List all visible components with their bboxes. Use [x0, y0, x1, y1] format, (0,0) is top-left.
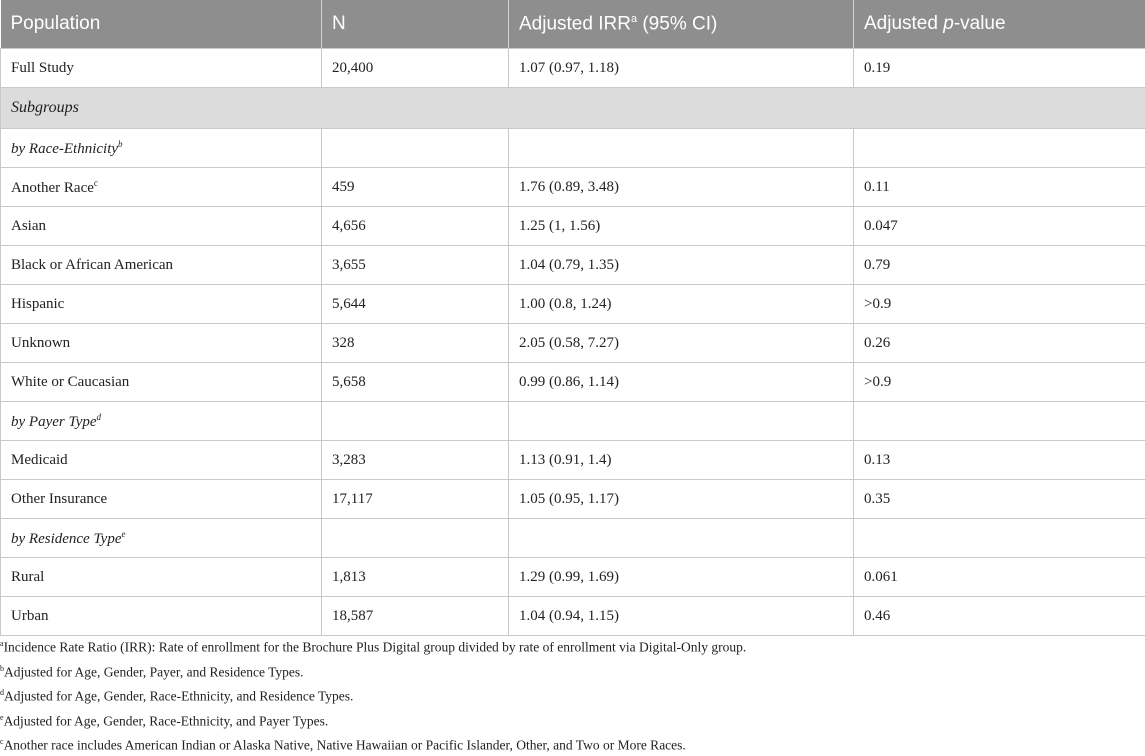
- group-label: by Race-Ethnicity$^b$: [1, 129, 322, 168]
- pvalue-cell: 0.26: [854, 324, 1145, 363]
- pvalue-cell: 0.047: [854, 207, 1145, 246]
- n-cell: 18,587: [322, 597, 509, 636]
- footnote: $^c$Another race includes American Indian or Alaska Native, Native Hawaiian or Pacific Islander, Other, and Two or More Races.: [0, 731, 1145, 756]
- table-row: [1, 246, 1145, 285]
- group-row-residence: [1, 519, 1145, 558]
- n-cell: 328: [322, 324, 509, 363]
- n-cell: 459: [322, 168, 509, 207]
- irr-cell: 1.00 (0.8, 1.24): [509, 285, 854, 324]
- n-cell: 1,813: [322, 558, 509, 597]
- n-cell: 3,655: [322, 246, 509, 285]
- table-row: [1, 324, 1145, 363]
- footnotes: [0, 633, 1145, 756]
- header-pvalue: Adjusted p-value: [854, 0, 1145, 49]
- group-row-payer: [1, 402, 1145, 441]
- header-n: N: [322, 0, 509, 49]
- section-row: [1, 88, 1145, 129]
- irr-cell: 1.25 (1, 1.56): [509, 207, 854, 246]
- irr-cell: 2.05 (0.58, 7.27): [509, 324, 854, 363]
- pvalue-cell: 0.11: [854, 168, 1145, 207]
- group-label: by Residence Type$^e$: [1, 519, 322, 558]
- n-cell: 3,283: [322, 441, 509, 480]
- pvalue-cell: >0.9: [854, 285, 1145, 324]
- n-cell: 5,644: [322, 285, 509, 324]
- pvalue-cell: 0.19: [854, 49, 1145, 88]
- population-cell: Unknown: [1, 324, 322, 363]
- table-row: [1, 285, 1145, 324]
- header-population: Population: [1, 0, 322, 49]
- irr-cell: 1.29 (0.99, 1.69): [509, 558, 854, 597]
- population-cell: Other Insurance: [1, 480, 322, 519]
- pvalue-cell: 0.35: [854, 480, 1145, 519]
- table-row: [1, 480, 1145, 519]
- pvalue-cell: 0.061: [854, 558, 1145, 597]
- table-row: [1, 49, 1145, 88]
- footnote: $^a$Incidence Rate Ratio (IRR): Rate of enrollment for the Brochure Plus Digital group divided by rate of enrollment via Digital-Only group.: [0, 633, 1145, 658]
- pvalue-cell: 0.46: [854, 597, 1145, 636]
- footnote: $^d$Adjusted for Age, Gender, Race-Ethnicity, and Residence Types.: [0, 682, 1145, 707]
- section-label: Subgroups: [1, 88, 1145, 129]
- population-cell: White or Caucasian: [1, 363, 322, 402]
- irr-cell: 1.04 (0.79, 1.35): [509, 246, 854, 285]
- n-cell: 20,400: [322, 49, 509, 88]
- pvalue-cell: >0.9: [854, 363, 1145, 402]
- irr-cell: 1.13 (0.91, 1.4): [509, 441, 854, 480]
- table-row: [1, 441, 1145, 480]
- n-cell: 4,656: [322, 207, 509, 246]
- population-cell: Full Study: [1, 49, 322, 88]
- n-cell: 17,117: [322, 480, 509, 519]
- table-row: [1, 558, 1145, 597]
- table-row: [1, 597, 1145, 636]
- group-label: by Payer Type$^d$: [1, 402, 322, 441]
- population-cell: Another Race$^c$: [1, 168, 322, 207]
- irr-cell: 1.05 (0.95, 1.17): [509, 480, 854, 519]
- group-row-race: [1, 129, 1145, 168]
- pvalue-cell: 0.13: [854, 441, 1145, 480]
- population-cell: Asian: [1, 207, 322, 246]
- footnote: $^b$Adjusted for Age, Gender, Payer, and Residence Types.: [0, 658, 1145, 683]
- irr-cell: 1.76 (0.89, 3.48): [509, 168, 854, 207]
- n-cell: 5,658: [322, 363, 509, 402]
- pvalue-cell: 0.79: [854, 246, 1145, 285]
- irr-cell: 1.04 (0.94, 1.15): [509, 597, 854, 636]
- irr-cell: 1.07 (0.97, 1.18): [509, 49, 854, 88]
- irr-cell: 0.99 (0.86, 1.14): [509, 363, 854, 402]
- population-cell: Rural: [1, 558, 322, 597]
- population-cell: Medicaid: [1, 441, 322, 480]
- footnote: $^e$Adjusted for Age, Gender, Race-Ethnicity, and Payer Types.: [0, 707, 1145, 732]
- population-cell: Hispanic: [1, 285, 322, 324]
- table-row: [1, 168, 1145, 207]
- population-cell: Urban: [1, 597, 322, 636]
- population-cell: Black or African American: [1, 246, 322, 285]
- header-row: [1, 0, 1145, 49]
- table-row: [1, 207, 1145, 246]
- header-irr: Adjusted IRR$^a$ (95% CI): [509, 0, 854, 49]
- table-row: [1, 363, 1145, 402]
